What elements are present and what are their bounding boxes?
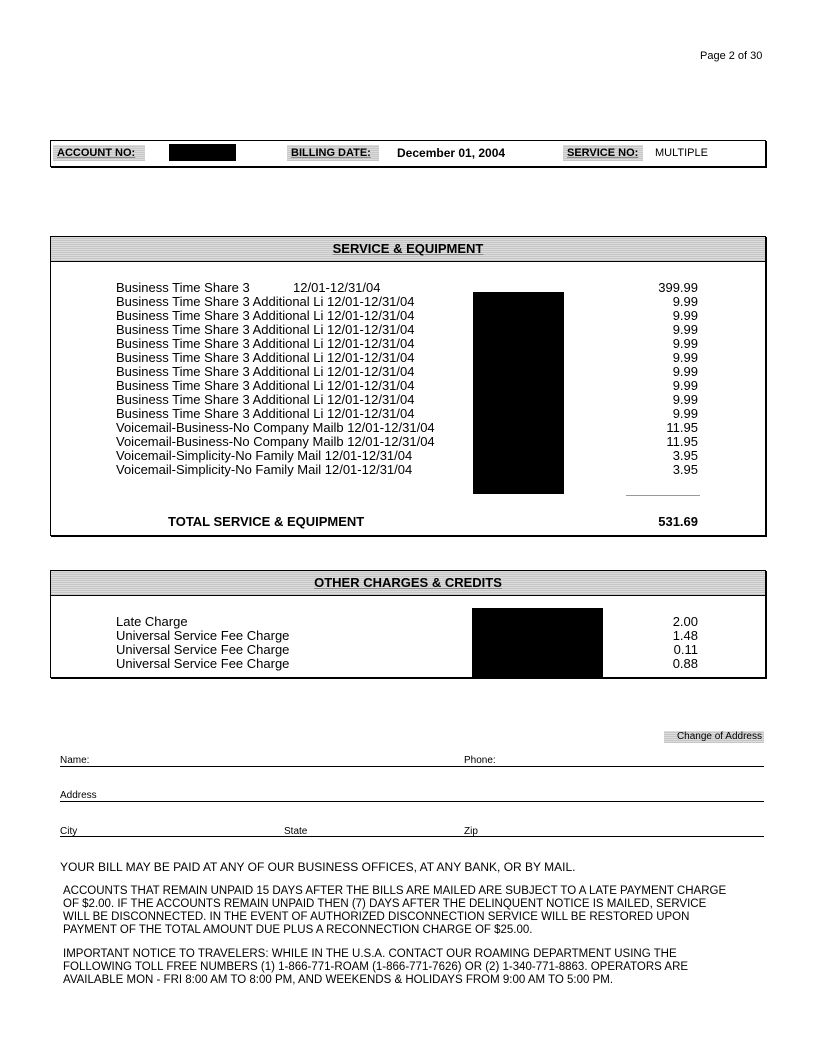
line-item-description: Business Time Share 3 Additional Li 12/01-12/31/04 <box>116 294 415 309</box>
name-label: Name: <box>60 755 90 766</box>
line-item-description: Business Time Share 3 Additional Li 12/01-12/31/04 <box>116 322 415 337</box>
state-label: State <box>284 826 308 837</box>
line-item-description: Business Time Share 3 Additional Li 12/01-12/31/04 <box>116 392 415 407</box>
line-item-description: Voicemail-Simplicity-No Family Mail 12/01-12/31/04 <box>116 462 413 477</box>
line-item-description: Business Time Share 3 Additional Li 12/01-12/31/04 <box>116 364 415 379</box>
subtotal-divider <box>626 495 700 496</box>
line-item-description: Business Time Share 3 Additional Li 12/01-12/31/04 <box>116 308 415 323</box>
line-item-amount: 3.95 <box>672 448 698 463</box>
notice-line: IMPORTANT NOTICE TO TRAVELERS: WHILE IN THE U.S.A. CONTACT OUR ROAMING DEPARTMENT USING THE <box>63 948 677 960</box>
service-no-label: SERVICE NO: <box>563 145 643 161</box>
line-item-amount: 9.99 <box>672 336 698 351</box>
line-item-amount: 9.99 <box>672 378 698 393</box>
charge-amount: 0.11 <box>673 642 698 657</box>
account-no-label: ACCOUNT NO: <box>53 145 145 161</box>
city-state-zip-line <box>60 836 764 837</box>
charge-description: Late Charge <box>116 614 188 629</box>
line-item-description: Business Time Share 3 Additional Li 12/01-12/31/04 <box>116 406 415 421</box>
notice-line: FOLLOWING TOLL FREE NUMBERS (1) 1-866-771-ROAM (1-866-771-7626) OR (2) 1-340-771-8863. OPERATORS ARE <box>63 961 689 973</box>
address-line <box>60 801 764 802</box>
other-charges-section <box>50 570 766 678</box>
travelers-notice <box>63 948 768 987</box>
line-item-description: Business Time Share 3 12/01-12/31/04 <box>116 280 381 295</box>
address-label: Address <box>60 790 97 801</box>
line-item-description: Voicemail-Business-No Company Mailb 12/01-12/31/04 <box>116 420 435 435</box>
notice-line: ACCOUNTS THAT REMAIN UNPAID 15 DAYS AFTER THE BILLS ARE MAILED ARE SUBJECT TO A LATE PAYMENT CHARGE <box>63 885 727 897</box>
total-label: TOTAL SERVICE & EQUIPMENT <box>168 514 365 529</box>
unpaid-notice <box>63 885 768 937</box>
line-item-amount: 9.99 <box>672 392 698 407</box>
service-no-value: MULTIPLE <box>655 147 708 159</box>
line-item-amount: 11.95 <box>666 434 698 449</box>
charge-description: Universal Service Fee Charge <box>116 656 290 671</box>
notice-line: PAYMENT OF THE TOTAL AMOUNT DUE PLUS A RECONNECTION CHARGE OF $25.00. <box>63 924 533 936</box>
line-item-description: Business Time Share 3 Additional Li 12/01-12/31/04 <box>116 336 415 351</box>
account-no-redacted <box>169 144 236 161</box>
notice-line: OF $2.00. IF THE ACCOUNTS REMAIN UNPAID THEN (7) DAYS AFTER THE DELINQUENT NOTICE IS MAILED, SERVICE <box>63 898 707 910</box>
billing-date-value: December 01, 2004 <box>397 146 506 160</box>
charge-amount: 2.00 <box>672 614 698 629</box>
service-equipment-descriptions <box>116 281 435 477</box>
line-item-amount: 9.99 <box>672 350 698 365</box>
notice-line: WILL BE DISCONNECTED. IN THE EVENT OF AUTHORIZED DISCONNECTION SERVICE WILL BE RESTORED UPON <box>63 911 690 923</box>
charge-description: Universal Service Fee Charge <box>116 628 290 643</box>
other-charges-amounts <box>673 615 698 671</box>
line-item-amount: 3.95 <box>672 462 698 477</box>
line-item-amount: 9.99 <box>672 322 698 337</box>
other-charges-descriptions <box>116 615 289 671</box>
payment-notice: YOUR BILL MAY BE PAID AT ANY OF OUR BUSINESS OFFICES, AT ANY BANK, OR BY MAIL. <box>60 860 576 874</box>
line-item-description: Voicemail-Business-No Company Mailb 12/01-12/31/04 <box>116 434 435 449</box>
redacted-block <box>473 292 564 494</box>
name-phone-line <box>60 766 764 767</box>
redacted-block <box>472 608 603 677</box>
line-item-amount: 399.99 <box>658 280 698 295</box>
change-of-address-label: Change of Address <box>664 731 764 743</box>
account-header-box <box>50 140 766 167</box>
line-item-amount: 9.99 <box>672 364 698 379</box>
line-item-amount: 9.99 <box>672 294 698 309</box>
charge-amount: 1.48 <box>672 628 698 643</box>
notice-line: AVAILABLE MON - FRI 8:00 AM TO 8:00 PM, AND WEEKENDS & HOLIDAYS FROM 9:00 AM TO 5:00 PM. <box>63 974 614 986</box>
total-amount: 531.69 <box>658 514 698 529</box>
line-item-description: Business Time Share 3 Additional Li 12/01-12/31/04 <box>116 378 415 393</box>
line-item-amount: 9.99 <box>672 308 698 323</box>
line-item-amount: 11.95 <box>666 420 698 435</box>
service-equipment-amounts <box>658 281 698 477</box>
phone-label: Phone: <box>464 755 496 766</box>
service-equipment-title: SERVICE & EQUIPMENT <box>51 237 765 262</box>
charge-amount: 0.88 <box>672 656 698 671</box>
page-number: Page 2 of 30 <box>700 50 763 62</box>
service-equipment-section <box>50 236 766 536</box>
line-item-description: Voicemail-Simplicity-No Family Mail 12/01-12/31/04 <box>116 448 413 463</box>
city-label: City <box>60 826 78 837</box>
zip-label: Zip <box>464 826 478 837</box>
other-charges-title: OTHER CHARGES & CREDITS <box>51 571 765 596</box>
billing-date-label: BILLING DATE: <box>287 145 379 161</box>
line-item-amount: 9.99 <box>672 406 698 421</box>
charge-description: Universal Service Fee Charge <box>116 642 290 657</box>
line-item-description: Business Time Share 3 Additional Li 12/01-12/31/04 <box>116 350 415 365</box>
